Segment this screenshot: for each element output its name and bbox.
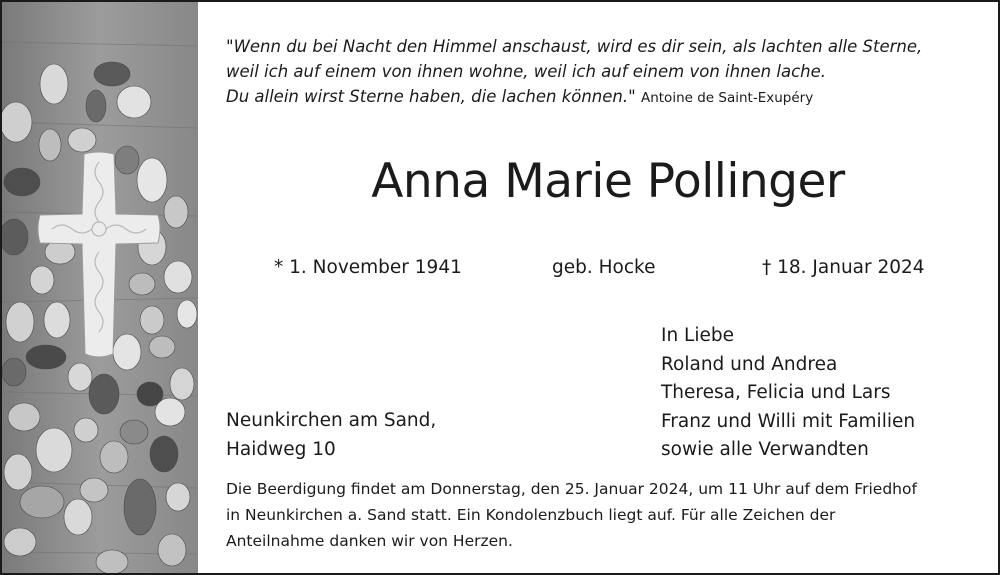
deceased-name: Anna Marie Pollinger [371, 154, 845, 209]
funeral-info [226, 476, 986, 554]
birth-date: * 1. November 1941 [274, 257, 462, 278]
quote [226, 34, 966, 111]
photo-graphic [2, 2, 198, 573]
mourners-line: Franz und Willi mit Familien [661, 410, 916, 432]
address-line: Haidweg 10 [226, 438, 336, 460]
funeral-line: Die Beerdigung findet am Donnerstag, den 25. Januar 2024, um 11 Uhr auf dem Friedhof [226, 480, 917, 498]
mourners-line: Roland und Andrea [661, 353, 838, 375]
mourners-list [661, 322, 915, 465]
death-date: † 18. Januar 2024 [762, 257, 925, 278]
quote-line: "Wenn du bei Nacht den Himmel anschaust, wird es dir sein, als lachten alle Sterne, [226, 37, 923, 56]
cross-on-pebbles-photo [2, 2, 198, 573]
quote-author: Antoine de Saint-Exupéry [640, 90, 814, 106]
quote-line-text: Du allein wirst Sterne haben, die lachen können." [226, 87, 636, 106]
quote-line: weil ich auf einem von ihnen wohne, weil ich auf einem von ihnen lache. [226, 62, 827, 81]
address-block [226, 407, 436, 464]
mourners-line: In Liebe [661, 325, 735, 346]
address-line: Neunkirchen am Sand, [226, 410, 437, 431]
maiden-name: geb. Hocke [552, 257, 656, 278]
quote-line-last [226, 84, 966, 111]
funeral-line: Anteilnahme danken wir von Herzen. [226, 532, 513, 550]
mourners-line: Theresa, Felicia und Lars [661, 382, 891, 403]
mourners-line: sowie alle Verwandten [661, 439, 869, 460]
funeral-line: in Neunkirchen a. Sand statt. Ein Kondolenzbuch liegt auf. Für alle Zeichen der [226, 506, 836, 524]
